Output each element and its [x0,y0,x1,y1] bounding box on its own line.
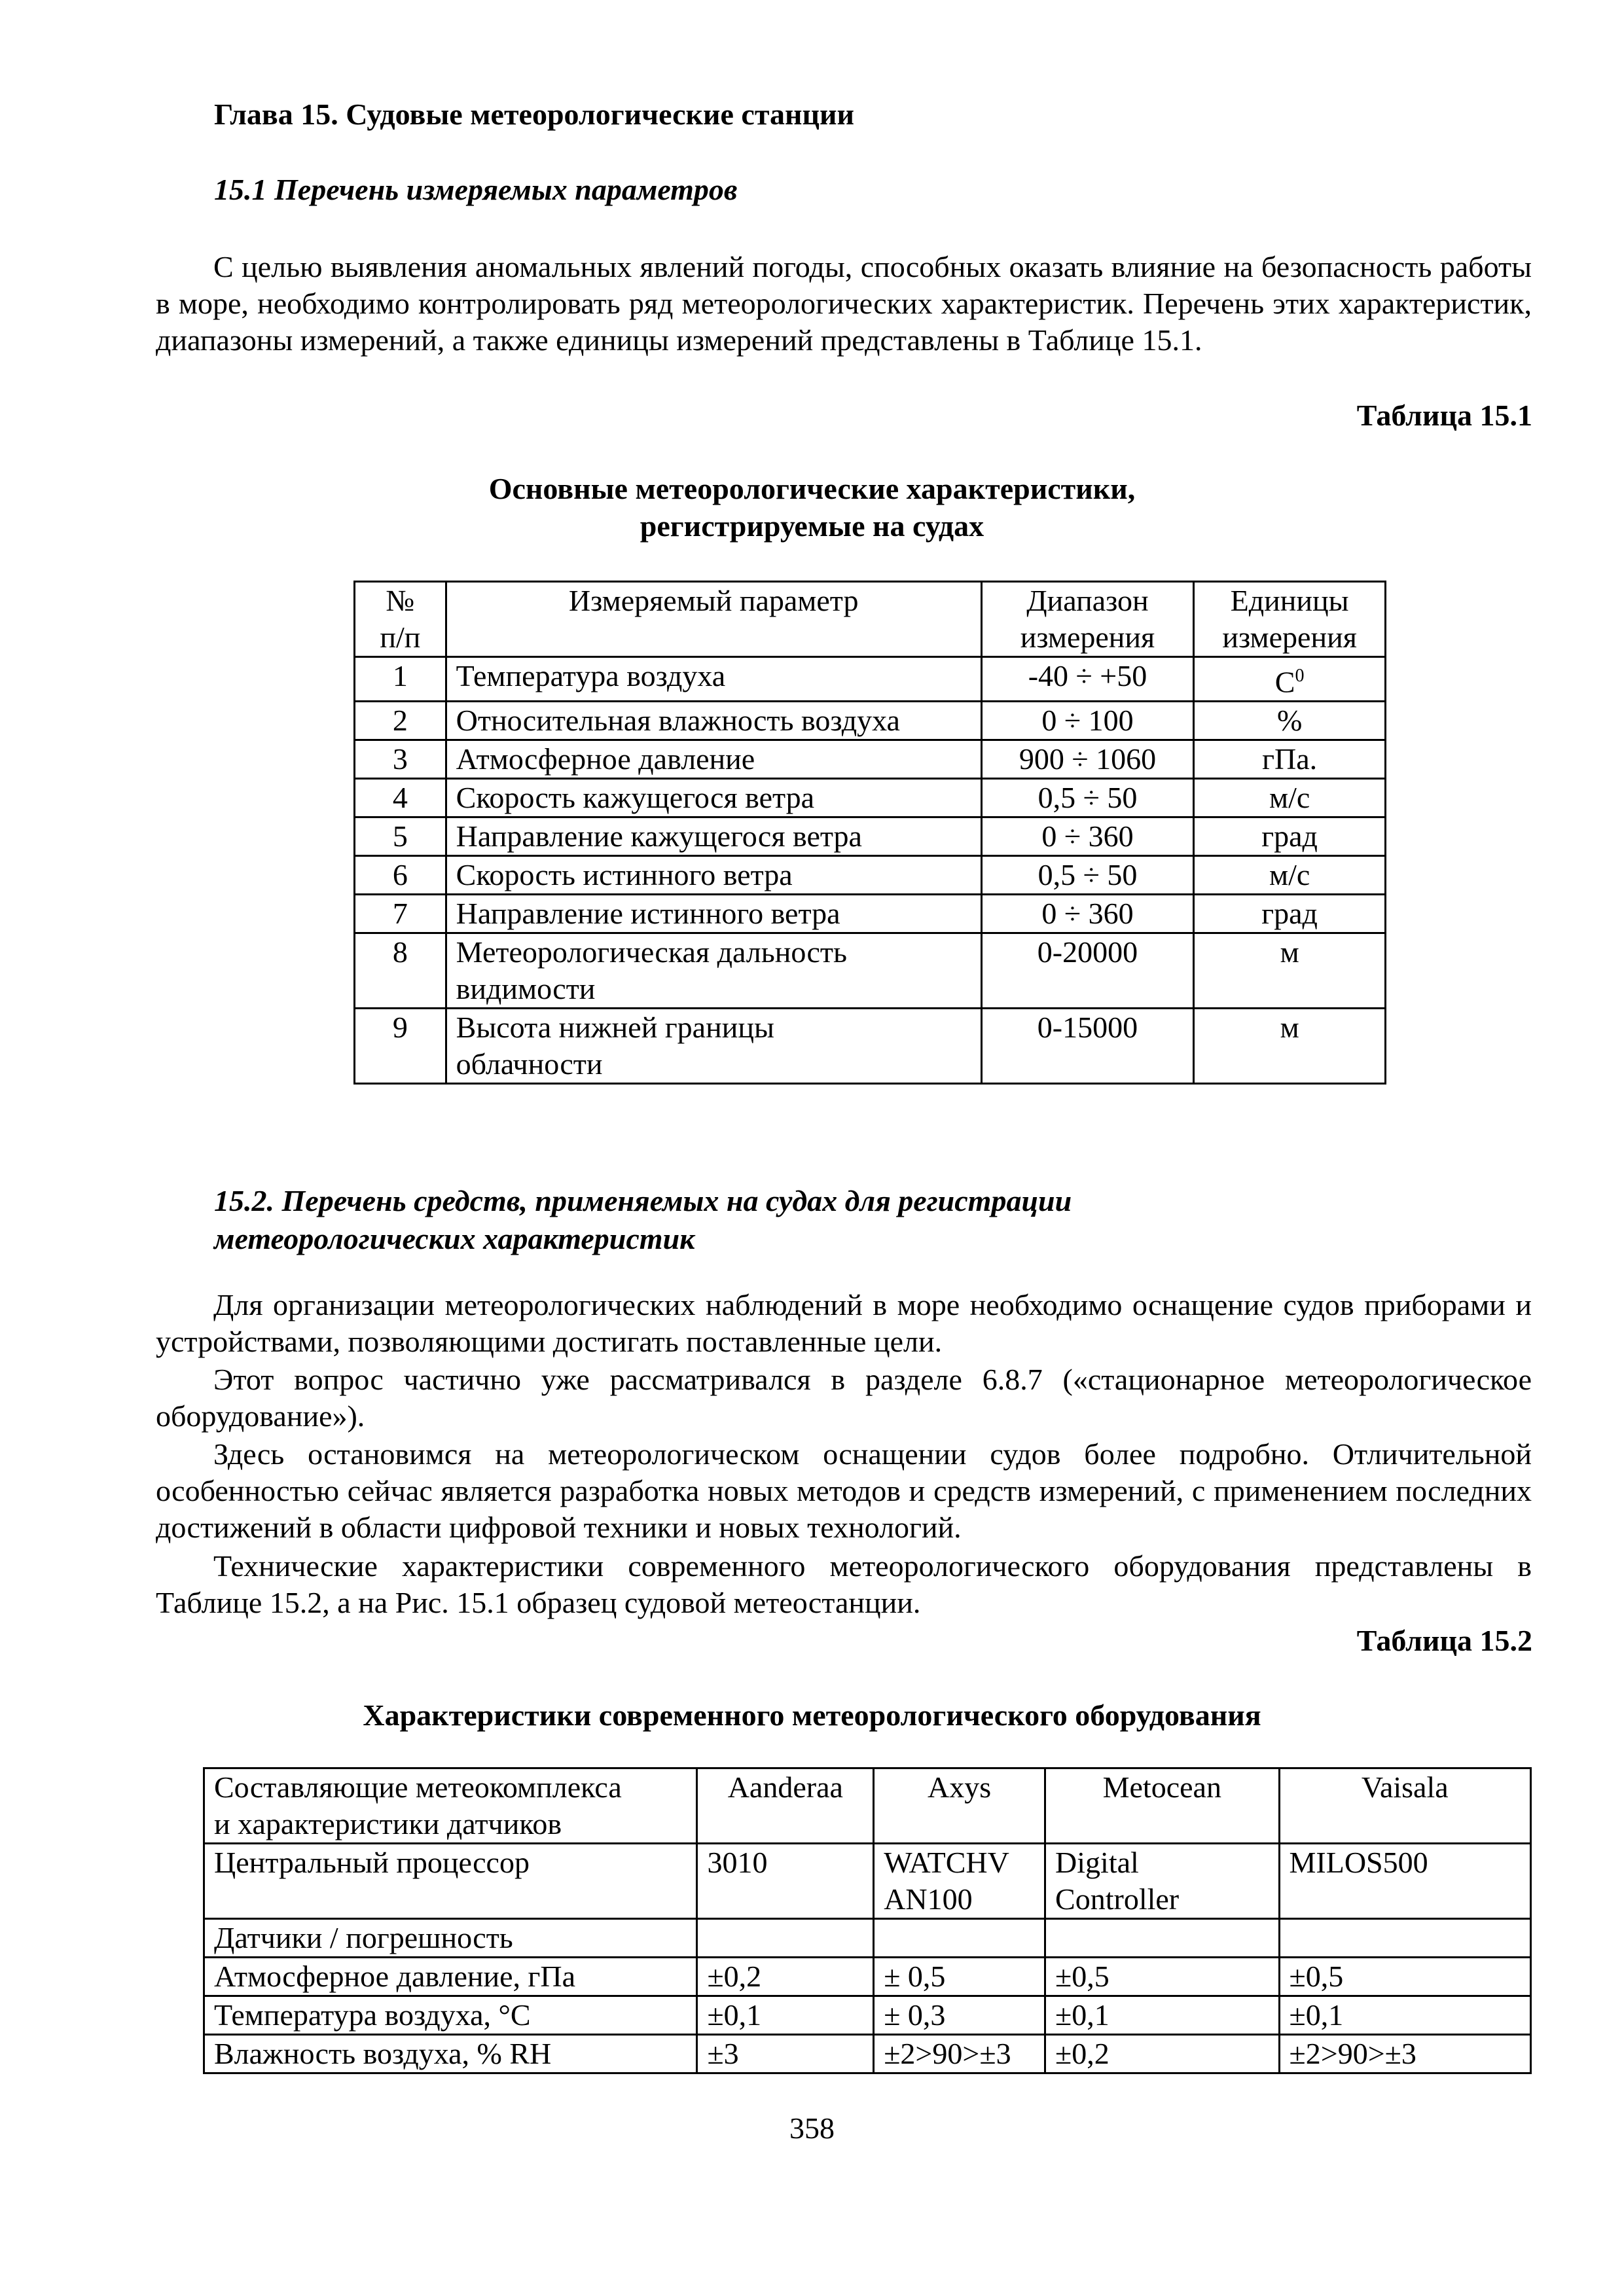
table-1 [353,581,1386,1085]
table-2-cell: ± 0,3 [874,1996,1045,2035]
table-2-cell: ±0,5 [1279,1958,1530,1996]
unit-cell: м [1194,1009,1386,1084]
table-row [204,1844,1531,1919]
chapter-title: Глава 15. Судовые метеорологические станции [214,98,854,131]
parameter-cell: Температура воздуха [446,657,981,702]
table-2-cell: Атмосферное давление, гПа [204,1958,697,1996]
table-1-header-cell: Единицы измерения [1194,582,1386,657]
paragraph-5: Технические характеристики современного метеорологического оборудования представлены в Таблице 15.2, а на Рис. 15.1 образец судовой метеостанции. [156,1549,1532,1619]
parameter-cell: Относительная влажность воздуха [446,702,981,740]
range-cell: 0-20000 [981,933,1194,1009]
table-2-cell [1045,1919,1279,1958]
table-1-header-cell: Измеряемый параметр [446,582,981,657]
table-2-number: Таблица 15.2 [1356,1624,1532,1657]
unit-cell: м [1194,933,1386,1009]
row-number: 9 [355,1009,446,1084]
parameter-cell: Атмосферное давление [446,740,981,779]
paragraph-4: Здесь остановимся на метеорологическом оснащении судов более подробно. Отличительной особенностью сейчас является разработка новых методов и средств измерений, с применением последних достижений в области цифровой техники и новых технологий. [156,1437,1532,1544]
table-1-header-row [355,582,1386,657]
parameter-cell: Метеорологическая дальность видимости [446,933,981,1009]
unit-cell: $C^0$ [1194,657,1386,702]
paragraph-2: Для организации метеорологических наблюдений в море необходимо оснащение судов приборами и устройствами, позволяющими достигать поставленные цели. [156,1288,1532,1358]
unit-cell: м/с [1194,779,1386,817]
table-2-cell: Датчики / погрешность [204,1919,697,1958]
parameter-cell: Направление истинного ветра [446,895,981,933]
table-row [355,933,1386,1009]
table-2-cell: ±0,2 [1045,2035,1279,2073]
table-2-header-cell: Vaisala [1279,1768,1530,1844]
table-2-cell: ± 0,5 [874,1958,1045,1996]
page-number: 358 [789,2111,835,2145]
range-cell: 0 ÷ 360 [981,895,1194,933]
row-number: 8 [355,933,446,1009]
row-number: 7 [355,895,446,933]
range-cell: 900 ÷ 1060 [981,740,1194,779]
range-cell: 0 ÷ 100 [981,702,1194,740]
table-2-cell: ±0,5 [1045,1958,1279,1996]
unit-cell: гПа. [1194,740,1386,779]
table-1-caption-line2: регистрируемые на судах [640,509,984,543]
table-row [355,895,1386,933]
table-2-cell: ±0,2 [697,1958,874,1996]
paragraph-3: Этот вопрос частично уже рассматривался в разделе 6.8.7 («стационарное метеорологическое оборудование»). [156,1363,1532,1433]
table-2-cell [874,1919,1045,1958]
table-2-cell [1279,1919,1530,1958]
table-1-caption-line1: Основные метеорологические характеристики, [488,472,1136,505]
table-2-cell: Температура воздуха, °C [204,1996,697,2035]
table-2-cell [697,1919,874,1958]
unit-cell: град [1194,817,1386,856]
table-2-cell: Центральный процессор [204,1844,697,1919]
table-1-number: Таблица 15.1 [1356,399,1532,432]
table-row [204,2035,1531,2073]
parameter-cell: Направление кажущегося ветра [446,817,981,856]
table-2-header-row [204,1768,1531,1844]
row-number: 3 [355,740,446,779]
unit-cell: % [1194,702,1386,740]
table-row [204,1919,1531,1958]
table-2-cell: WATCHV AN100 [874,1844,1045,1919]
table-2-header-cell: Aanderaa [697,1768,874,1844]
table-row [355,817,1386,856]
table-row [355,1009,1386,1084]
table-2 [203,1767,1532,2074]
parameter-cell: Скорость истинного ветра [446,856,981,895]
table-2-cell: ±2>90>±3 [1279,2035,1530,2073]
table-2-cell: ±0,1 [1045,1996,1279,2035]
table-2-cell: Влажность воздуха, % RH [204,2035,697,2073]
range-cell: 0-15000 [981,1009,1194,1084]
range-cell: 0,5 ÷ 50 [981,856,1194,895]
table-2-caption: Характеристики современного метеорологического оборудования [363,1698,1261,1732]
table-2-cell: Digital Controller [1045,1844,1279,1919]
section-2-title-line1: 15.2. Перечень средств, применяемых на судах для регистрации [214,1184,1072,1217]
table-1-header-cell: Диапазон измерения [981,582,1194,657]
table-row [204,1958,1531,1996]
table-2-header-cell: Составляющие метеокомплекса и характеристики датчиков [204,1768,697,1844]
unit-superscript: 0 [1295,666,1305,686]
section-1-title: 15.1 Перечень измеряемых параметров [214,173,738,206]
row-number: 6 [355,856,446,895]
table-2-header-cell: Axys [874,1768,1045,1844]
row-number: 4 [355,779,446,817]
table-row [355,779,1386,817]
table-2-cell: ±0,1 [1279,1996,1530,2035]
table-2-cell: ±2>90>±3 [874,2035,1045,2073]
paragraph-intro: С целью выявления аномальных явлений погоды, способных оказать влияние на безопасность работы в море, необходимо контролировать ряд метеорологических характеристик. Перечень этих характеристик, диапазоны измерений, а также единицы измерений представлены в Таблице 15.1. [156,250,1532,357]
section-2-title-line2: метеорологических характеристик [214,1222,695,1255]
row-number: 5 [355,817,446,856]
table-2-header-cell: Metocean [1045,1768,1279,1844]
range-cell: 0 ÷ 360 [981,817,1194,856]
table-row [355,657,1386,702]
row-number: 2 [355,702,446,740]
range-cell: 0,5 ÷ 50 [981,779,1194,817]
table-row [355,740,1386,779]
table-1-header-cell: № п/п [355,582,446,657]
row-number: 1 [355,657,446,702]
section-2-title [214,1182,1392,1258]
table-2-cell: ±3 [697,2035,874,2073]
unit-cell: град [1194,895,1386,933]
parameter-cell: Скорость кажущегося ветра [446,779,981,817]
parameter-cell: Высота нижней границы облачности [446,1009,981,1084]
table-row [355,702,1386,740]
table-2-cell: MILOS500 [1279,1844,1530,1919]
range-cell: -40 ÷ +50 [981,657,1194,702]
table-2-cell: ±0,1 [697,1996,874,2035]
table-row [355,856,1386,895]
unit-cell: м/с [1194,856,1386,895]
table-2-cell: 3010 [697,1844,874,1919]
table-row [204,1996,1531,2035]
